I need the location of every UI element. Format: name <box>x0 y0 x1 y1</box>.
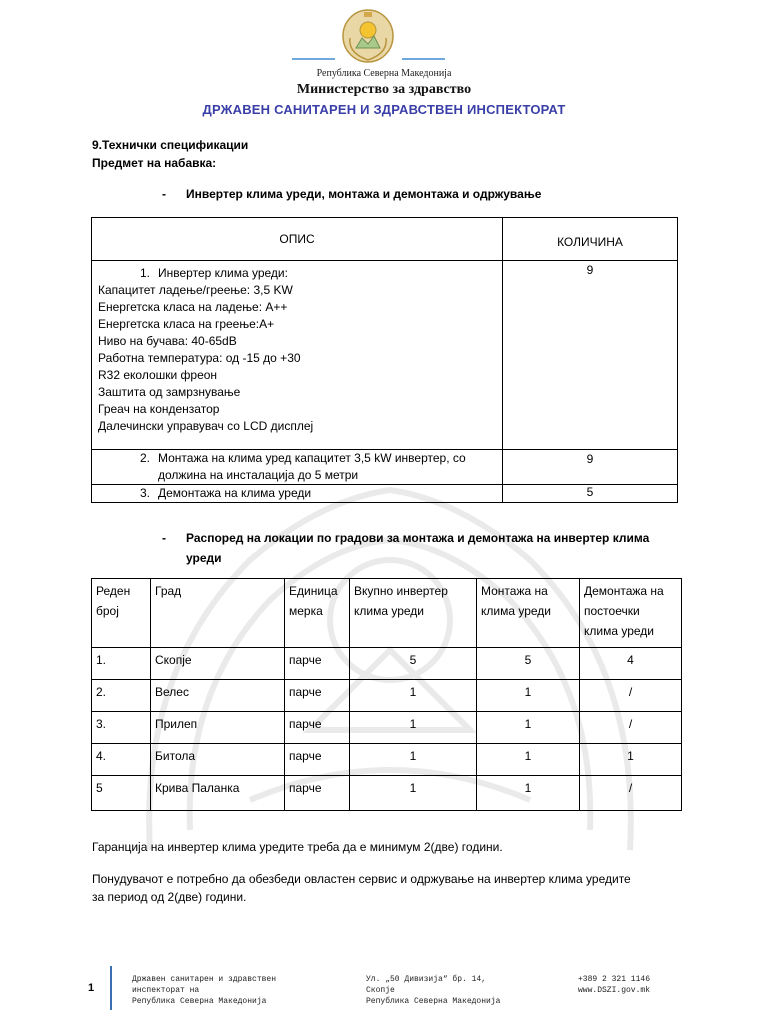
column-header-unit <box>285 579 350 648</box>
spec-line: Греач на кондензатор <box>98 402 220 416</box>
item-number: 1. <box>139 266 150 280</box>
item-text: Демонтажа на клима уреди <box>158 486 312 500</box>
header-line: постоечки <box>584 604 640 618</box>
warranty-paragraph: Гаранција на инвертер клима уредите треба да е минимум 2(две) години. <box>92 840 503 854</box>
item-number: 2. <box>139 451 150 465</box>
spec-line: Далечински управувач со LCD дисплеј <box>98 419 314 433</box>
footer-line: Ул. „50 Дивизија“ бр. 14, <box>366 975 487 984</box>
item-description <box>92 261 503 450</box>
footer-line: инспекторат на <box>132 986 200 995</box>
spec-line: R32 еколошки фреон <box>98 368 218 382</box>
header-line: Вкупно инвертер <box>354 584 448 598</box>
header-rule-right <box>402 58 445 60</box>
bullet-dash: - <box>162 187 166 201</box>
bullet-text <box>186 528 649 568</box>
column-header-quantity: КОЛИЧИНА <box>503 218 678 261</box>
table-row <box>92 776 682 811</box>
service-paragraph: Понудувачот е потребно да обезбеди овластен сервис и одржување на инвертер клима уредите за период од 2(две) години. <box>92 872 631 904</box>
item-quantity: 9 <box>503 261 678 450</box>
locations-table <box>91 578 682 811</box>
spec-line: Енергетска класа на ладење: А++ <box>98 300 288 314</box>
spec-line: Заштита од замрзнување <box>98 385 241 399</box>
page-number: 1 <box>88 982 95 994</box>
item-description <box>92 485 503 503</box>
inspectorate-name: ДРЖАВЕН САНИТАРЕН И ЗДРАВСТВЕН ИНСПЕКТОРАТ <box>202 102 566 117</box>
footer-line: Државен санитарен и здравствен <box>132 975 277 984</box>
column-header-total <box>350 579 477 648</box>
table-row <box>92 712 682 744</box>
footer-divider <box>110 966 112 1010</box>
header-line: мерка <box>289 604 323 618</box>
footer-address <box>366 974 500 1007</box>
cell-number: 2. <box>92 680 151 712</box>
cell-city: Велес <box>151 680 285 712</box>
cell-city: Битола <box>151 744 285 776</box>
cell-total: 1 <box>350 744 477 776</box>
spec-line: Ниво на бучава: 40-65dB <box>98 334 237 348</box>
column-header-installation <box>477 579 580 648</box>
cell-city: Скопје <box>151 648 285 680</box>
item-number: 3. <box>139 486 150 500</box>
cell-unit: парче <box>285 776 350 811</box>
header-rule-left <box>292 58 335 60</box>
bullet-text: Инвертер клима уреди, монтажа и демонтажа и одржување <box>186 187 542 201</box>
spec-line: Капацитет ладење/греење: 3,5 KW <box>98 283 293 297</box>
cell-removal: 1 <box>580 744 682 776</box>
cell-installation: 5 <box>477 648 580 680</box>
subject-label: Предмет на набавка: <box>92 156 217 170</box>
column-header-number <box>92 579 151 648</box>
header-line: Реден <box>96 584 131 598</box>
cell-number: 1. <box>92 648 151 680</box>
item-line: должина на инсталација до 5 метри <box>158 468 359 482</box>
table-row <box>92 744 682 776</box>
bullet-item-1 <box>162 184 722 204</box>
cell-number: 3. <box>92 712 151 744</box>
cell-total: 1 <box>350 712 477 744</box>
footer-phone: +389 2 321 1146 <box>578 975 651 984</box>
cell-installation: 1 <box>477 680 580 712</box>
table-row <box>92 680 682 712</box>
cell-total: 5 <box>350 648 477 680</box>
section-title: 9.Технички спецификации <box>92 138 249 152</box>
specs-table <box>91 217 678 503</box>
item-text: Монтажа на клима уред капацитет 3,5 kW инвертер, со <box>158 451 466 465</box>
cell-removal: / <box>580 776 682 811</box>
item-title-line <box>98 265 496 282</box>
table-row <box>92 450 678 485</box>
cell-unit: парче <box>285 648 350 680</box>
column-header-city <box>151 579 285 648</box>
header-line: Град <box>155 584 182 598</box>
letterhead <box>0 0 768 130</box>
cell-installation: 1 <box>477 744 580 776</box>
item-description <box>92 450 503 485</box>
cell-total: 1 <box>350 776 477 811</box>
coat-of-arms-icon <box>340 8 396 64</box>
item-line <box>98 450 496 467</box>
footer-line: Република Северна Македонија <box>366 997 501 1006</box>
footer-organization <box>132 974 276 1007</box>
ministry-name: Министерство за здравство <box>296 82 472 97</box>
cell-unit: парче <box>285 680 350 712</box>
cell-total: 1 <box>350 680 477 712</box>
header-line: клима уреди <box>481 604 552 618</box>
item-line <box>98 485 496 502</box>
table-row <box>92 261 678 450</box>
item-title: Инвертер клима уреди: <box>158 266 288 280</box>
footer-line: Република Северна Македонија <box>132 997 267 1006</box>
header-line: Демонтажа на <box>584 584 664 598</box>
table-header-row <box>92 218 678 261</box>
table-header-row <box>92 579 682 648</box>
footer-website: www.DSZI.gov.mk <box>578 986 651 995</box>
spec-line: Работна температура: од -15 до +30 <box>98 351 301 365</box>
cell-number: 5 <box>92 776 151 811</box>
column-header-description: ОПИС <box>92 218 503 261</box>
header-line: Единица <box>289 584 338 598</box>
cell-removal: / <box>580 712 682 744</box>
bullet-line: уреди <box>186 551 222 565</box>
republic-name: Република Северна Македонија <box>316 68 452 79</box>
header-line: Монтажа на <box>481 584 548 598</box>
cell-city: Крива Паланка <box>151 776 285 811</box>
header-line: број <box>96 604 119 618</box>
bullet-line: Распоред на локации по градови за монтажа и демонтажа на инвертер клима <box>186 531 650 545</box>
cell-number: 4. <box>92 744 151 776</box>
item-quantity: 5 <box>503 485 678 503</box>
table-row <box>92 485 678 503</box>
header-line: клима уреди <box>354 604 425 618</box>
column-header-removal <box>580 579 682 648</box>
cell-removal: 4 <box>580 648 682 680</box>
spec-line: Енергетска класа на греење:А+ <box>98 317 275 331</box>
cell-unit: парче <box>285 744 350 776</box>
cell-city: Прилеп <box>151 712 285 744</box>
cell-installation: 1 <box>477 776 580 811</box>
item-quantity: 9 <box>503 450 678 485</box>
bullet-item-2 <box>162 528 722 568</box>
bullet-dash: - <box>162 531 166 545</box>
header-line: клима уреди <box>584 624 655 638</box>
cell-installation: 1 <box>477 712 580 744</box>
cell-removal: / <box>580 680 682 712</box>
footer-contact <box>578 974 650 996</box>
table-row <box>92 648 682 680</box>
footer-line: Скопје <box>366 986 395 995</box>
cell-unit: парче <box>285 712 350 744</box>
